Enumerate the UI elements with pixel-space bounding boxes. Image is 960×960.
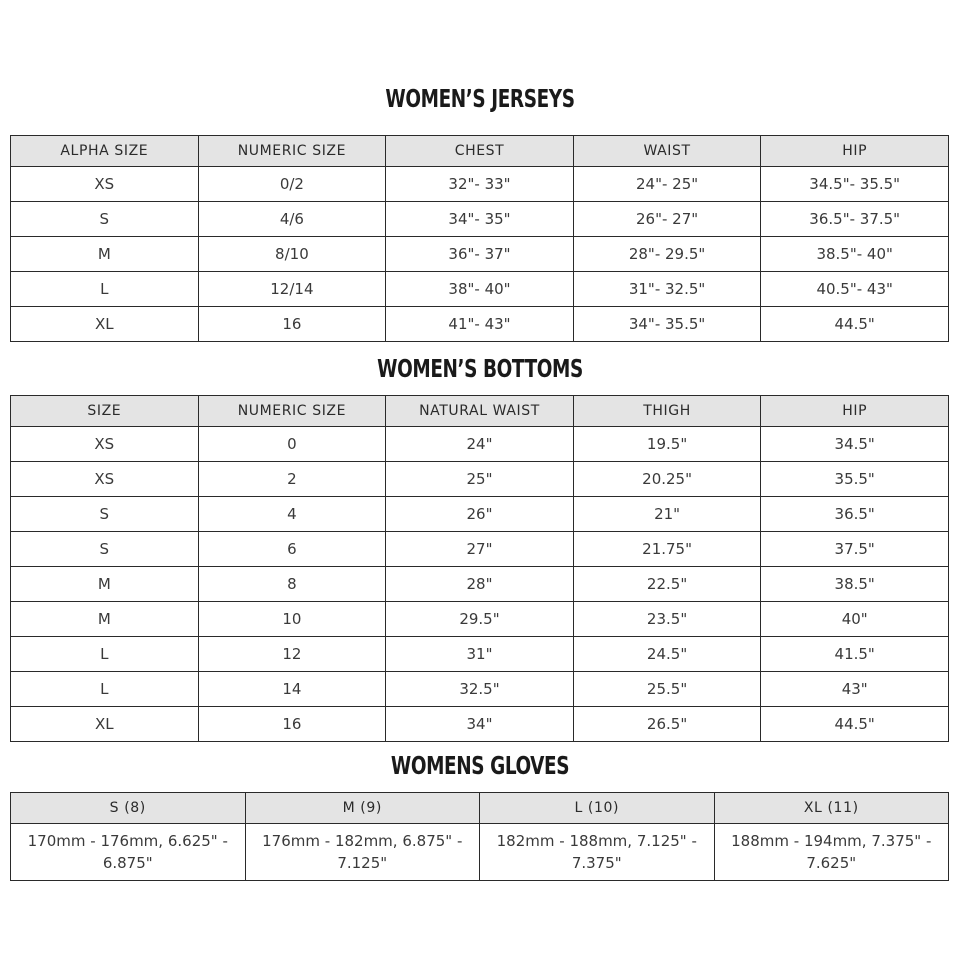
- table-cell: 34.5": [761, 427, 949, 462]
- table-cell: XL: [11, 707, 199, 742]
- column-header: CHEST: [386, 136, 574, 167]
- table-header-row: [11, 396, 949, 427]
- table-cell: 8/10: [198, 237, 386, 272]
- table-cell: 38.5"- 40": [761, 237, 949, 272]
- table-cell: 32.5": [386, 672, 574, 707]
- gloves-title: WOMENS GLOVES: [390, 751, 570, 780]
- table-cell: 34.5"- 35.5": [761, 167, 949, 202]
- table-cell: 21": [573, 497, 761, 532]
- table-cell: L: [11, 637, 199, 672]
- table-cell: 22.5": [573, 567, 761, 602]
- table-cell: 188mm - 194mm, 7.375" - 7.625": [714, 824, 949, 881]
- table-cell: 26"- 27": [573, 202, 761, 237]
- table-cell: 31"- 32.5": [573, 272, 761, 307]
- jerseys-title: WOMEN’S JERSEYS: [385, 84, 575, 113]
- table-row: [11, 824, 949, 881]
- column-header: NATURAL WAIST: [386, 396, 574, 427]
- table-cell: 24.5": [573, 637, 761, 672]
- table-cell: 2: [198, 462, 386, 497]
- table-cell: 37.5": [761, 532, 949, 567]
- table-cell: 23.5": [573, 602, 761, 637]
- table-cell: 40.5"- 43": [761, 272, 949, 307]
- table-cell: 41"- 43": [386, 307, 574, 342]
- table-cell: 31": [386, 637, 574, 672]
- table-cell: 41.5": [761, 637, 949, 672]
- table-cell: L: [11, 272, 199, 307]
- column-header: XL (11): [714, 793, 949, 824]
- table-cell: 0: [198, 427, 386, 462]
- column-header: WAIST: [573, 136, 761, 167]
- column-header: S (8): [11, 793, 246, 824]
- table-row: [11, 202, 949, 237]
- table-header-row: [11, 793, 949, 824]
- table-cell: 40": [761, 602, 949, 637]
- table-cell: 36"- 37": [386, 237, 574, 272]
- table-cell: M: [11, 602, 199, 637]
- table-cell: 176mm - 182mm, 6.875" - 7.125": [245, 824, 480, 881]
- table-cell: L: [11, 672, 199, 707]
- table-row: [11, 532, 949, 567]
- table-cell: 27": [386, 532, 574, 567]
- table-cell: 34"- 35": [386, 202, 574, 237]
- table-cell: 14: [198, 672, 386, 707]
- table-cell: 19.5": [573, 427, 761, 462]
- column-header: ALPHA SIZE: [11, 136, 199, 167]
- table-header-row: [11, 136, 949, 167]
- table-cell: 28": [386, 567, 574, 602]
- table-row: [11, 637, 949, 672]
- table-cell: XS: [11, 427, 199, 462]
- table-cell: 25.5": [573, 672, 761, 707]
- table-cell: 6: [198, 532, 386, 567]
- jerseys-size-table: [10, 135, 949, 342]
- gloves-size-table: [10, 792, 949, 881]
- table-cell: 44.5": [761, 707, 949, 742]
- table-cell: XL: [11, 307, 199, 342]
- table-cell: 26": [386, 497, 574, 532]
- table-cell: 29.5": [386, 602, 574, 637]
- table-cell: 44.5": [761, 307, 949, 342]
- column-header: HIP: [761, 136, 949, 167]
- table-cell: 24": [386, 427, 574, 462]
- table-cell: S: [11, 497, 199, 532]
- column-header: HIP: [761, 396, 949, 427]
- table-row: [11, 497, 949, 532]
- table-cell: S: [11, 202, 199, 237]
- table-cell: 10: [198, 602, 386, 637]
- column-header: M (9): [245, 793, 480, 824]
- bottoms-title: WOMEN’S BOTTOMS: [377, 354, 583, 383]
- table-row: [11, 462, 949, 497]
- table-cell: 32"- 33": [386, 167, 574, 202]
- table-cell: 34"- 35.5": [573, 307, 761, 342]
- table-cell: 170mm - 176mm, 6.625" - 6.875": [11, 824, 246, 881]
- table-cell: 0/2: [198, 167, 386, 202]
- table-row: [11, 567, 949, 602]
- table-cell: 34": [386, 707, 574, 742]
- table-cell: 35.5": [761, 462, 949, 497]
- table-row: [11, 237, 949, 272]
- column-header: SIZE: [11, 396, 199, 427]
- table-cell: 38"- 40": [386, 272, 574, 307]
- table-cell: 20.25": [573, 462, 761, 497]
- table-cell: 43": [761, 672, 949, 707]
- table-cell: 16: [198, 307, 386, 342]
- table-cell: 16: [198, 707, 386, 742]
- table-row: [11, 427, 949, 462]
- table-cell: M: [11, 237, 199, 272]
- table-cell: 4: [198, 497, 386, 532]
- table-cell: 26.5": [573, 707, 761, 742]
- table-cell: 24"- 25": [573, 167, 761, 202]
- table-cell: 182mm - 188mm, 7.125" - 7.375": [480, 824, 715, 881]
- table-cell: S: [11, 532, 199, 567]
- table-cell: 28"- 29.5": [573, 237, 761, 272]
- table-row: [11, 672, 949, 707]
- table-row: [11, 707, 949, 742]
- table-cell: 38.5": [761, 567, 949, 602]
- table-row: [11, 307, 949, 342]
- column-header: NUMERIC SIZE: [198, 136, 386, 167]
- table-cell: M: [11, 567, 199, 602]
- table-cell: 12/14: [198, 272, 386, 307]
- table-cell: 25": [386, 462, 574, 497]
- table-cell: 12: [198, 637, 386, 672]
- table-cell: 8: [198, 567, 386, 602]
- table-cell: 36.5"- 37.5": [761, 202, 949, 237]
- column-header: THIGH: [573, 396, 761, 427]
- table-cell: 4/6: [198, 202, 386, 237]
- table-row: [11, 272, 949, 307]
- column-header: L (10): [480, 793, 715, 824]
- table-cell: XS: [11, 167, 199, 202]
- table-cell: XS: [11, 462, 199, 497]
- table-cell: 36.5": [761, 497, 949, 532]
- column-header: NUMERIC SIZE: [198, 396, 386, 427]
- bottoms-size-table: [10, 395, 949, 742]
- table-cell: 21.75": [573, 532, 761, 567]
- table-row: [11, 167, 949, 202]
- table-row: [11, 602, 949, 637]
